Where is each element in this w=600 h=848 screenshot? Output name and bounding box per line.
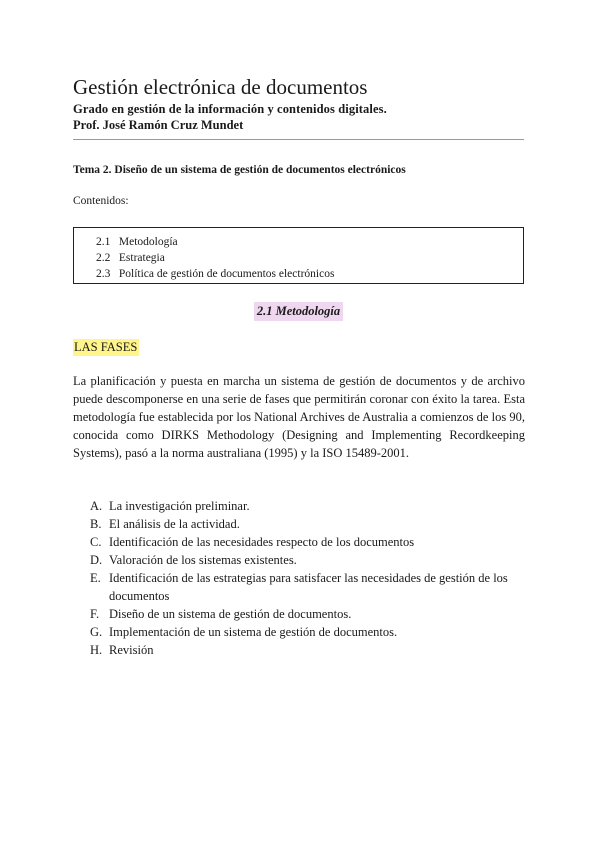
list-item-text: La investigación preliminar.	[109, 499, 250, 513]
toc-item	[96, 266, 523, 282]
header-divider	[73, 139, 524, 140]
list-item	[90, 533, 510, 551]
table-of-contents	[73, 227, 524, 284]
list-item	[90, 623, 510, 641]
list-item	[90, 515, 510, 533]
toc-item-label: Política de gestión de documentos electrónicos	[118, 268, 335, 280]
phases-heading: LAS FASES	[74, 340, 138, 354]
list-item-text: Revisión	[109, 643, 154, 657]
body-paragraph: La planificación y puesta en marcha un sistema de gestión de documentos y de archivo puede descomponerse en una serie de fases que permitirán coronar con éxito la tarea. Esta metodología fue establecida por los National Archives de Australia a comienzos de los 90, conocida como DIRKS Methodology (Designing and Implementing Recordkeeping Systems), pasó a la norma australiana (1995) y la ISO 15489-2001.	[73, 374, 525, 460]
section-heading: 2.1 Metodología	[254, 302, 343, 321]
list-item-text: Implementación de un sistema de gestión de documentos.	[109, 625, 398, 639]
list-item	[90, 551, 510, 569]
section-heading-container	[73, 302, 524, 321]
contents-label: Contenidos:	[73, 195, 129, 207]
toc-item-number: 2.1	[96, 236, 111, 248]
list-item-text: Identificación de las estrategias para satisfacer las necesidades de gestión de los documentos	[109, 571, 508, 603]
list-item-text: Valoración de los sistemas existentes.	[109, 553, 297, 567]
document-title: Gestión electrónica de documentos	[73, 75, 368, 99]
list-item-letter: E.	[90, 571, 101, 585]
document-author: Prof. José Ramón Cruz Mundet	[73, 118, 244, 132]
list-item	[90, 641, 510, 659]
list-item-letter: G.	[90, 625, 103, 639]
toc-item-label: Metodología	[118, 236, 178, 248]
toc-item-number: 2.3	[96, 268, 111, 280]
list-item-letter: B.	[90, 517, 102, 531]
list-item-text: El análisis de la actividad.	[109, 517, 240, 531]
toc-item	[96, 234, 523, 250]
toc-item-number: 2.2	[96, 252, 111, 264]
list-item-letter: C.	[90, 535, 102, 549]
toc-list	[74, 228, 523, 282]
toc-item	[96, 250, 523, 266]
list-item-letter: A.	[90, 499, 103, 513]
list-item	[90, 605, 510, 623]
list-item-text: Diseño de un sistema de gestión de documentos.	[109, 607, 352, 621]
phases-list	[90, 497, 510, 659]
list-item-text: Identificación de las necesidades respecto de los documentos	[109, 535, 415, 549]
document-subtitle: Grado en gestión de la información y contenidos digitales.	[73, 102, 387, 116]
list-item-letter: H.	[90, 643, 103, 657]
list-item-letter: F.	[90, 607, 100, 621]
list-item	[90, 569, 510, 605]
list-item	[90, 497, 510, 515]
topic-title: Tema 2. Diseño de un sistema de gestión de documentos electrónicos	[73, 164, 406, 176]
list-item-letter: D.	[90, 553, 103, 567]
toc-item-label: Estrategia	[118, 252, 165, 264]
